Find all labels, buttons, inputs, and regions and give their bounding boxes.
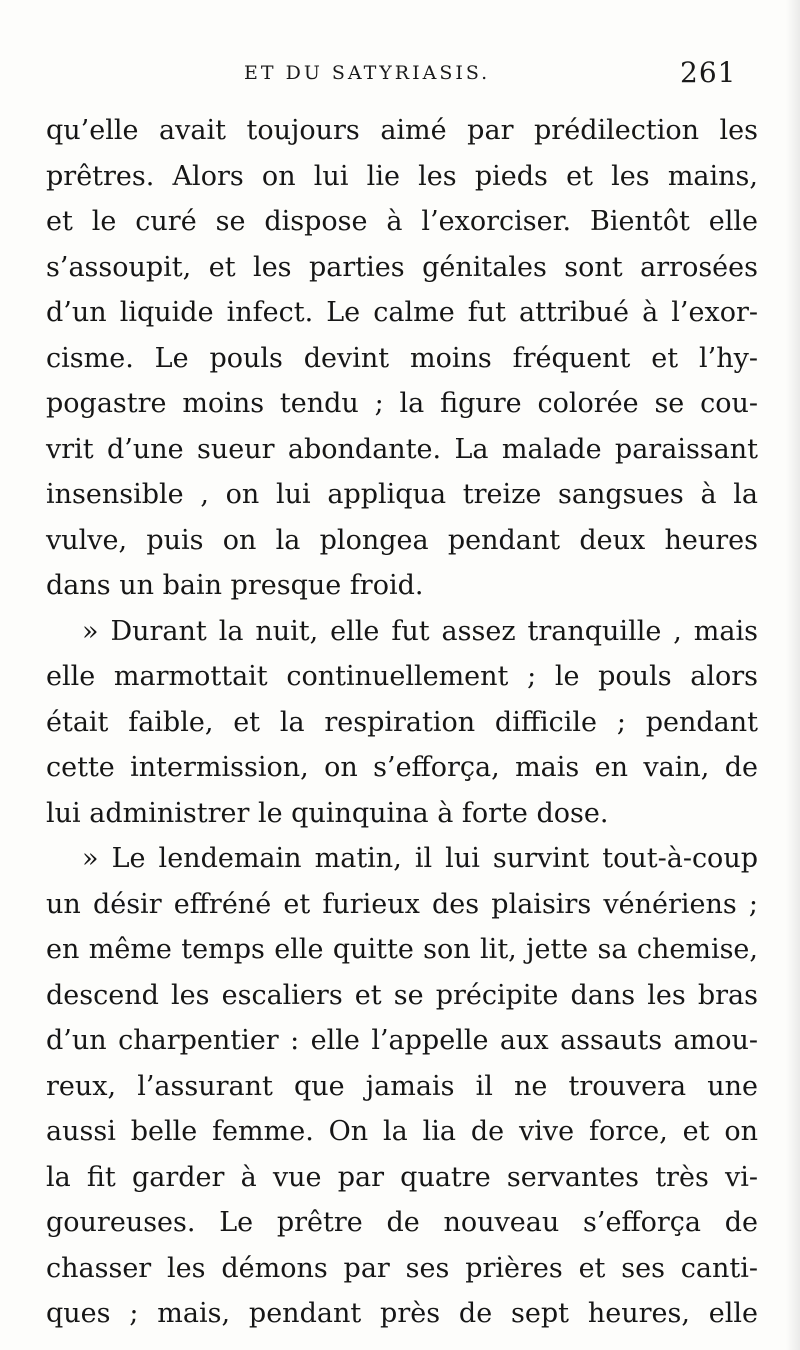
- text-line: » Durant la nuit, elle fut assez tranquille , mais: [82, 615, 758, 647]
- text-line: en même temps elle quitte son lit, jette sa chemise,: [46, 934, 758, 965]
- text-line: lui administrer le quinquina à forte dose.: [46, 797, 609, 829]
- text-line: était faible, et la respiration difficile ; pendant: [46, 706, 758, 738]
- text-line: cisme. Le pouls devint moins fréquent et l’hy-: [46, 342, 758, 374]
- text-line: pogastre moins tendu ; la figure colorée se cou-: [46, 388, 758, 419]
- text-line: goureuses. Le prêtre de nouveau s’efforça de: [46, 1207, 758, 1238]
- text-line: vulve, puis on la plongea pendant deux heures: [46, 524, 758, 556]
- text-line: qu’elle avait toujours aimé par prédilection les: [46, 115, 758, 146]
- text-line: elle marmottait continuellement ; le pouls alors: [46, 661, 758, 692]
- text-line: insensible , on lui appliqua treize sangsues à la: [46, 479, 758, 510]
- text-line: vrit d’une sueur abondante. La malade paraissant: [46, 433, 758, 465]
- text-line: s’assoupit, et les parties génitales sont arrosées: [46, 251, 758, 283]
- body-text: [46, 108, 758, 1337]
- text-line: d’un liquide infect. Le calme fut attribué à l’exor-: [46, 297, 758, 328]
- text-line: un désir effréné et furieux des plaisirs vénériens ;: [46, 888, 758, 920]
- text-line: aussi belle femme. On la lia de vive force, et on: [46, 1116, 758, 1147]
- text-line: chasser les démons par ses prières et ses canti-: [46, 1252, 758, 1284]
- text-line: prêtres. Alors on lui lie les pieds et les mains,: [46, 160, 758, 192]
- text-line: descend les escaliers et se précipite dans les bras: [46, 979, 758, 1011]
- text-line: cette intermission, on s’efforça, mais en vain, de: [46, 752, 758, 783]
- text-line: et le curé se dispose à l’exorciser. Bientôt elle: [46, 206, 758, 237]
- page-edge-shadow: [786, 0, 800, 1350]
- text-line: la fit garder à vue par quatre servantes très vi-: [46, 1161, 758, 1193]
- text-line: dans un bain presque froid.: [46, 570, 424, 601]
- text-line: ques ; mais, pendant près de sept heures, elle: [46, 1298, 758, 1329]
- text-line: reux, l’assurant que jamais il ne trouvera une: [46, 1070, 758, 1102]
- running-head: [0, 58, 800, 98]
- running-head-title: ET DU SATYRIASIS.: [244, 62, 491, 84]
- page-number: 261: [680, 56, 737, 89]
- text-line: d’un charpentier : elle l’appelle aux assauts amou-: [46, 1025, 758, 1056]
- text-line: » Le lendemain matin, il lui survint tout-à-coup: [82, 843, 758, 874]
